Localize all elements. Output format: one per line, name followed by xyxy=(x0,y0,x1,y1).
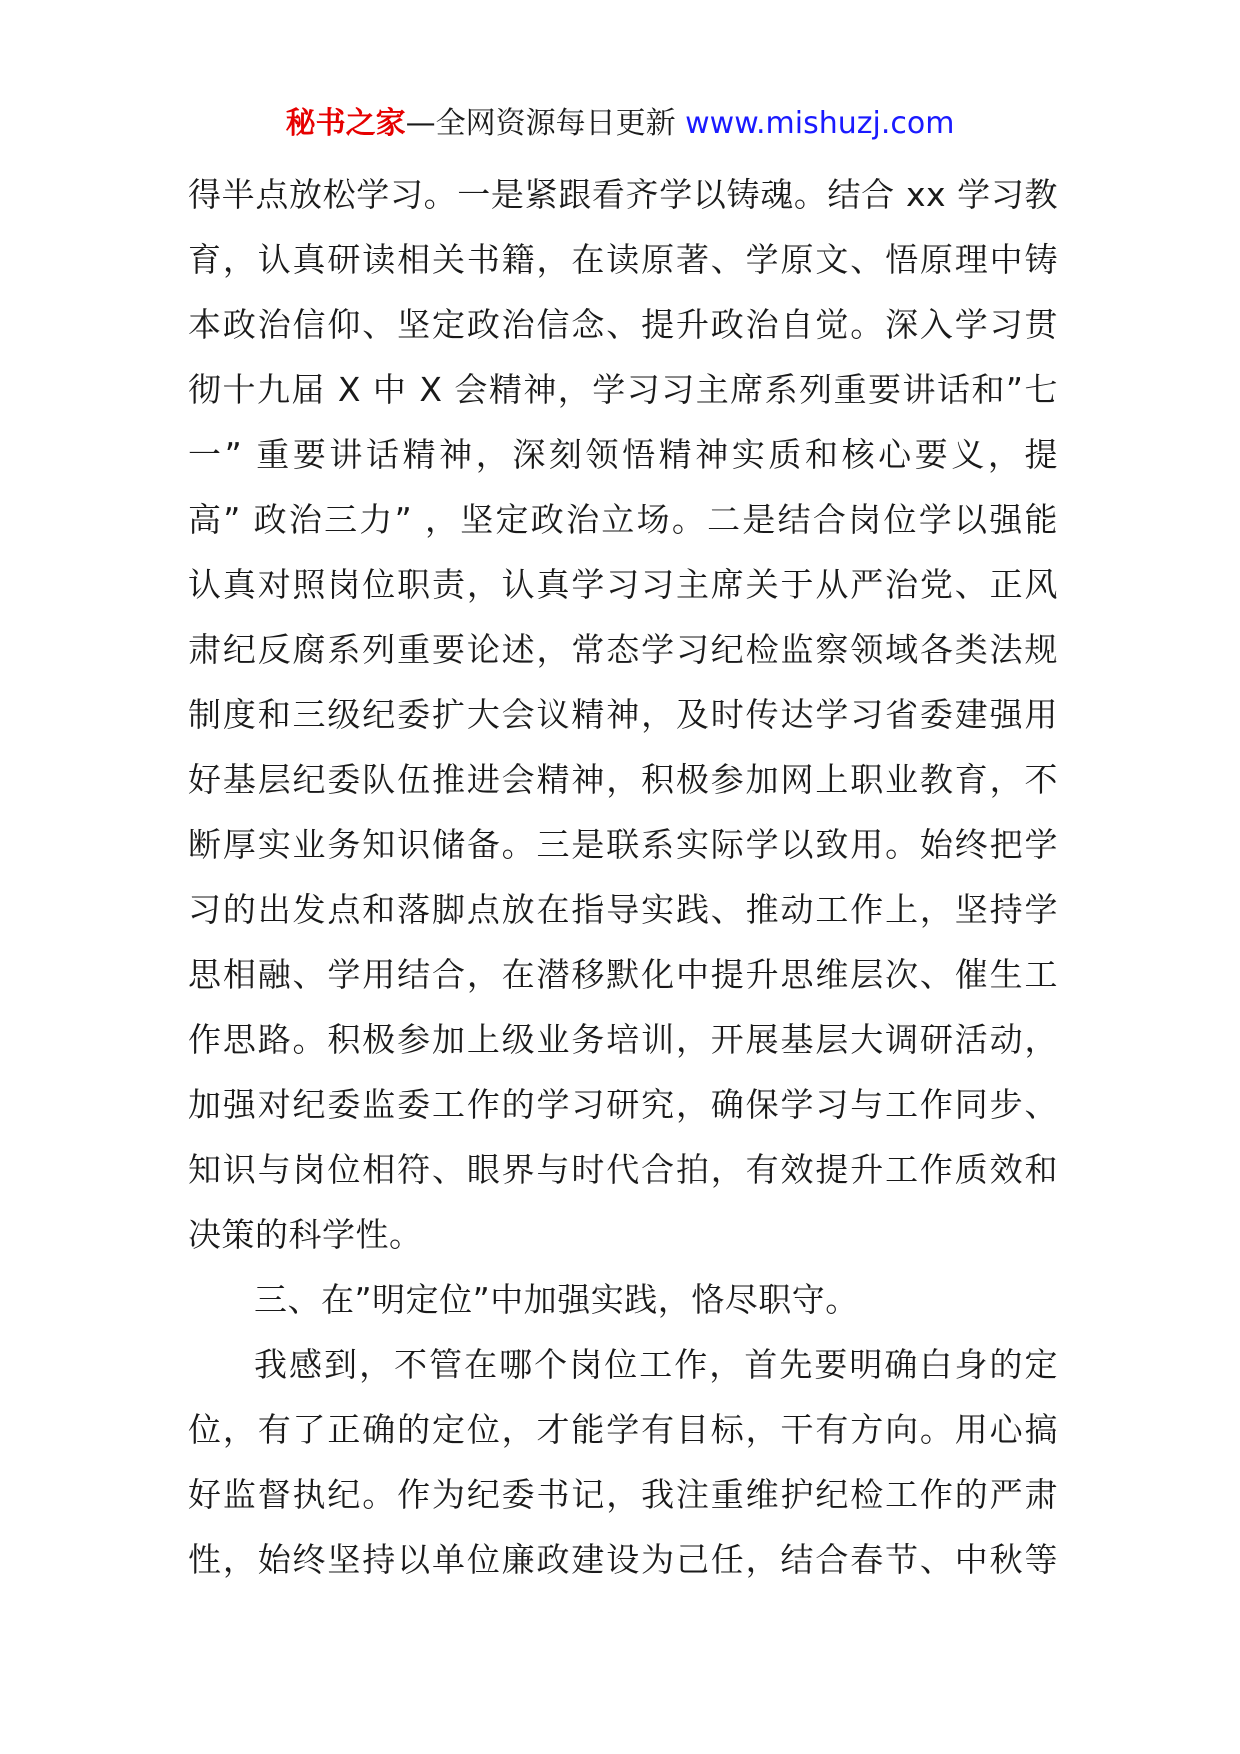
document-body xyxy=(188,162,1058,1592)
text-line: 加强对纪委监委工作的学习研究，确保学习与工作同步、 xyxy=(188,1085,1058,1124)
text-line: 一” 重要讲话精神，深刻领悟精神实质和核心要义，提 xyxy=(188,435,1058,474)
text-line: 高” 政治三力” ，坚定政治立场。二是结合岗位学以强能 xyxy=(188,500,1058,539)
text-line: 知识与岗位相符、眼界与时代合拍，有效提升工作质效和 xyxy=(188,1150,1058,1189)
paragraph-positioning xyxy=(188,1332,1058,1592)
text-line: 制度和三级纪委扩大会议精神，及时传达学习省委建强用 xyxy=(188,695,1058,734)
text-line: 肃纪反腐系列重要论述，常态学习纪检监察领域各类法规 xyxy=(188,630,1058,669)
text-line: 性，始终坚持以单位廉政建设为己任，结合春节、中秋等 xyxy=(188,1540,1058,1579)
text-line: 断厚实业务知识储备。三是联系实际学以致用。始终把学 xyxy=(188,825,1058,864)
text-line: 育，认真研读相关书籍，在读原著、学原文、悟原理中铸 xyxy=(188,240,1058,279)
text-line: 位，有了正确的定位，才能学有目标，干有方向。用心搞 xyxy=(188,1410,1058,1449)
text-line: 思相融、学用结合，在潜移默化中提升思维层次、催生工 xyxy=(188,955,1058,994)
text-line: 彻十九届 X 中 X 会精神，学习习主席系列重要讲话和”七 xyxy=(188,370,1058,409)
site-slogan: —全网资源每日更新 xyxy=(405,106,676,141)
site-header xyxy=(0,104,1240,144)
section-heading: 三、在”明定位”中加强实践，恪尽职守。 xyxy=(254,1280,859,1319)
site-brand: 秘书之家 xyxy=(285,106,406,141)
site-url-link[interactable]: www.mishuzj.com xyxy=(685,106,955,141)
text-line: 决策的科学性。 xyxy=(188,1215,423,1254)
text-line: 作思路。积极参加上级业务培训，开展基层大调研活动， xyxy=(188,1020,1058,1059)
text-line: 好基层纪委队伍推进会精神，积极参加网上职业教育，不 xyxy=(188,760,1058,799)
text-line: 本政治信仰、坚定政治信念、提升政治自觉。深入学习贯 xyxy=(188,305,1058,344)
text-line: 习的出发点和落脚点放在指导实践、推动工作上，坚持学 xyxy=(188,890,1058,929)
text-line: 我感到，不管在哪个岗位工作，首先要明确白身的定 xyxy=(254,1345,1058,1384)
text-line: 得半点放松学习。一是紧跟看齐学以铸魂。结合 xx 学习教 xyxy=(188,175,1058,214)
paragraph-study xyxy=(188,162,1058,1267)
text-line: 认真对照岗位职责，认真学习习主席关于从严治党、正风 xyxy=(188,565,1058,604)
text-line: 好监督执纪。作为纪委书记，我注重维护纪检工作的严肃 xyxy=(188,1475,1058,1514)
